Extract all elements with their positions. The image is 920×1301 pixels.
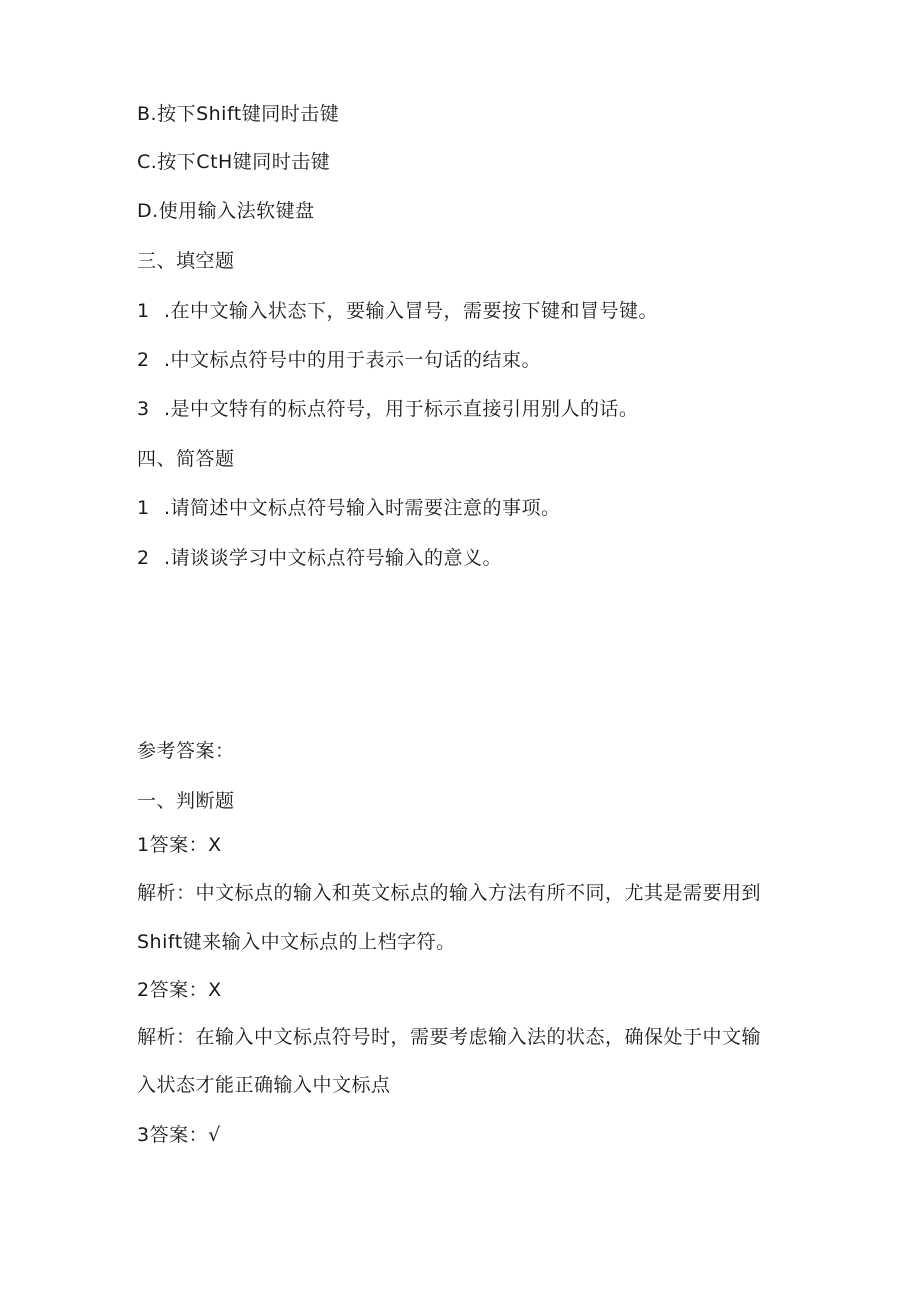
question-text: .是中文特有的标点符号，用于标示直接引用别人的话。: [164, 398, 639, 420]
fill-blank-question-3: [137, 396, 639, 422]
question-number: 2: [137, 349, 150, 371]
question-text: .请简述中文标点符号输入时需要注意的事项。: [164, 497, 561, 519]
question-number: 1: [137, 497, 150, 519]
short-answer-question-2: [137, 545, 502, 571]
answer-2-analysis-line-2: 入状态才能正确输入中文标点: [137, 1074, 391, 1096]
answer-2: 2答案：X: [137, 979, 222, 1001]
answers-heading: 参考答案：: [137, 740, 235, 762]
choice-c: C.按下CtH键同时击键: [137, 151, 331, 173]
choice-d: D.使用输入法软键盘: [137, 200, 315, 222]
short-answer-heading: 四、简答题: [137, 448, 235, 470]
question-number: 2: [137, 547, 150, 569]
fill-blank-question-1: [137, 298, 658, 324]
question-text: .在中文输入状态下，要输入冒号，需要按下键和冒号键。: [164, 300, 659, 322]
question-number: 1: [137, 300, 150, 322]
fill-blank-heading: 三、填空题: [137, 250, 235, 272]
answer-2-analysis-line-1: 解析：在输入中文标点符号时，需要考虑输入法的状态，确保处于中文输: [137, 1026, 762, 1048]
fill-blank-question-2: [137, 347, 541, 373]
answer-1: 1答案：X: [137, 834, 222, 856]
answer-1-analysis-line-2: Shift键来输入中文标点的上档字符。: [137, 931, 456, 953]
answers-section-1-heading: 一、判断题: [137, 790, 235, 812]
answer-1-analysis-line-1: 解析：中文标点的输入和英文标点的输入方法有所不同，尤其是需要用到: [137, 882, 762, 904]
short-answer-question-1: [137, 495, 561, 521]
question-text: .中文标点符号中的用于表示一句话的结束。: [164, 349, 542, 371]
choice-b: B.按下Shift键同时击键: [137, 103, 340, 125]
question-text: .请谈谈学习中文标点符号输入的意义。: [164, 547, 503, 569]
question-number: 3: [137, 398, 150, 420]
answer-3: 3答案：√: [137, 1124, 221, 1146]
